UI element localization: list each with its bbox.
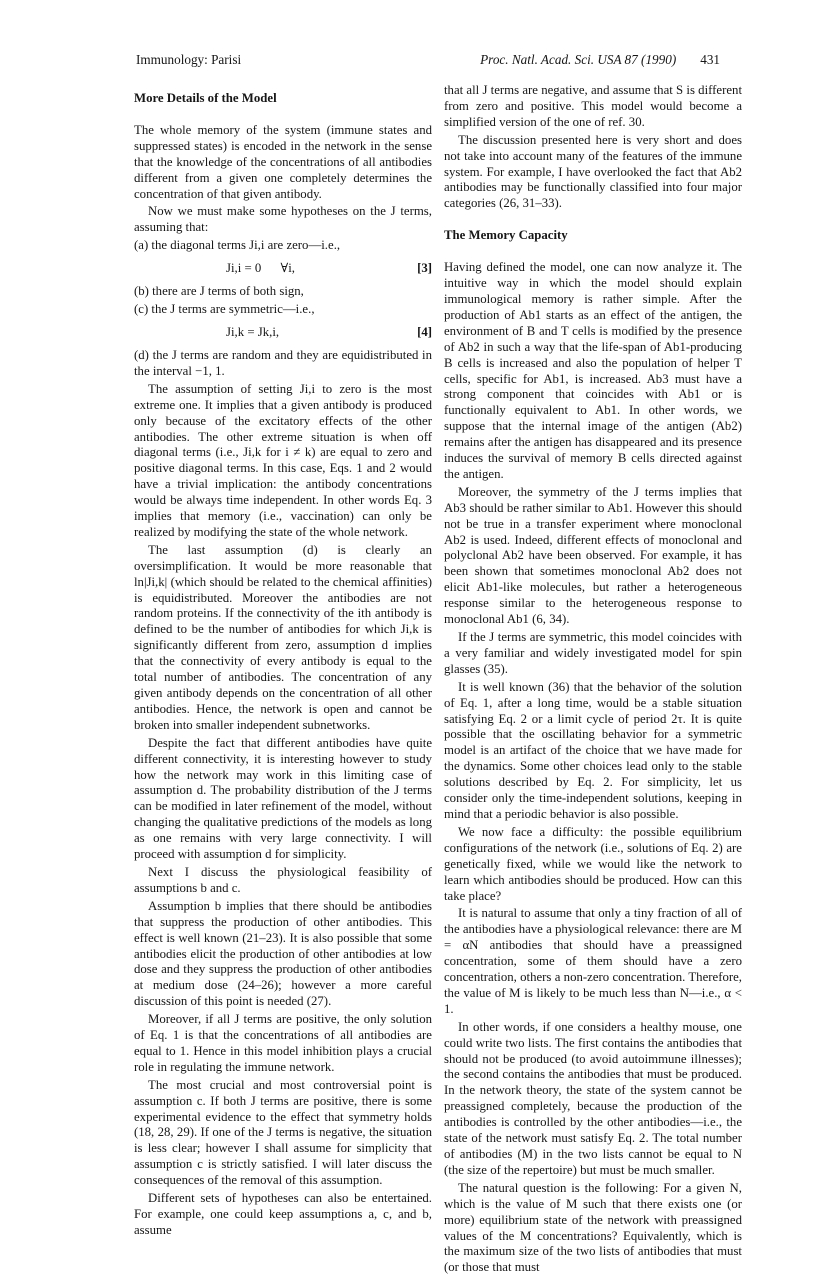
paragraph: The natural question is the following: For a given N, which is the value of M such that there exists one (or more) equilibrium state of the network with preassigned values of the M concentrations? Equivalently, which is the maximum size of the two lists of antibodies that must (or those that must <box>444 1180 742 1275</box>
left-column <box>134 83 432 1241</box>
paragraph: Moreover, if all J terms are positive, the only solution of Eq. 1 is that the concentrations of all antibodies are equal to 1. Hence in this model inhibition plays a crucial role in regulating the immune network. <box>134 1012 432 1074</box>
paragraph: The discussion presented here is very short and does not take into account many of the features of the immune system. For example, I have overlooked the fact that Ab2 antibodies may be functionally classified into four major categories (26, 31–33). <box>444 132 742 211</box>
paragraph: Assumption b implies that there should be antibodies that suppress the production of other antibodies. This effect is well known (21–23). It is also possible that some antibodies elicit the production of other antibodies at low dose and they suppress the production of other antibodies at medium dose (24–26); however a more careful discussion of this point is needed (27). <box>134 898 432 1009</box>
right-column <box>444 83 742 1278</box>
equation-4 <box>134 325 432 341</box>
paragraph: We now face a difficulty: the possible equilibrium configurations of the network (i.e., solutions of Eq. 2) are genetically fixed, while we would like the network to learn which antibodies should be produced. How can this take place? <box>444 824 742 903</box>
assumption-item-b: (b) there are J terms of both sign, <box>134 284 304 299</box>
equation-3-number: [3] <box>417 261 432 276</box>
paragraph: The assumption of setting Ji,i to zero is the most extreme one. It implies that a given antibody is produced only because of the excitatory effects of the other antibodies. The other extreme situation is when off diagonal terms (i.e., Ji,k for i ≠ k) are equal to zero and positive diagonal terms. In this case, Eqs. 1 and 2 would have a trivial implication: the antibody concentrations would be always time independent. In other words Eq. 3 implies that memory (i.e., vaccination) can only be realized by modifying the state of the whole network. <box>134 381 432 539</box>
equation-3-expression: Ji,i = 0 ∀i, <box>226 261 295 276</box>
paragraph: Moreover, the symmetry of the J terms implies that Ab3 should be rather similar to Ab1. However this should not be true in a transfer experiment where monoclonal Ab2 is used. Indeed, different effects of monoclonal and polyclonal Ab2 have been observed. For example, it has been shown that sometimes monoclonal Ab2 does not elicit Ab1-like molecules, but rather a heterogeneous response similar to the heterogeneous response to monoclonal Ab1 (6, 34). <box>444 484 742 627</box>
journal-citation: Proc. Natl. Acad. Sci. USA 87 (1990) <box>480 52 677 67</box>
paragraph: If the J terms are symmetric, this model coincides with a very familiar and widely investigated model for spin glasses (35). <box>444 630 742 676</box>
running-header-right <box>480 52 720 68</box>
paragraph: Next I discuss the physiological feasibility of assumptions b and c. <box>134 864 432 895</box>
paragraph: Now we must make some hypotheses on the J terms, assuming that: <box>134 204 432 235</box>
paragraph: Different sets of hypotheses can also be entertained. For example, one could keep assumptions a, c, and b, assume <box>134 1191 432 1237</box>
section-heading-memory-capacity: The Memory Capacity <box>444 228 568 243</box>
assumption-item-c: (c) the J terms are symmetric—i.e., <box>134 302 315 317</box>
paragraph: The most crucial and most controversial point is assumption c. If both J terms are positive, there is some experimental evidence to the effect that symmetry holds (18, 28, 29). If one of the J terms is negative, the situation is less clear; however I shall assume for simplicity that assumption c is strictly satisfied. I will later discuss the consequences of the removal of this assumption. <box>134 1077 432 1188</box>
paragraph: Having defined the model, one can now analyze it. The intuitive way in which the model should explain immunological memory is rather simple. After the production of Ab1 starts as an effect of the antigen, the environment of B and T cells is modified by the presence of Ab2 in such a way that the life-span of Ab1-producing B cells is increased and also the population of helper T cells, specific for Ab1, is increased. Ab3 must have a strong component that coincides with Ab1 or is functionally equivalent to Ab1. In other words, we suppose that the internal image of the antigen (Ab2) remains after the antigen has disappeared and its presence induces the survival of memory B cells directed against the antigen. <box>444 260 742 481</box>
paragraph: The whole memory of the system (immune states and suppressed states) is encoded in the network in the sense that the knowledge of the concentrations of all antibodies different from a given one completely determines the concentration of that given antibody. <box>134 122 432 201</box>
paragraph: Despite the fact that different antibodies have quite different connectivity, it is interesting however to study how the network may work in this limiting case of assumption d. The probability distribution of the J terms can be modified in later refinement of the model, without changing the qualitative predictions of the models as long as one remains with very large connectivity. I will proceed with assumption d for simplicity. <box>134 735 432 862</box>
equation-3 <box>134 261 432 277</box>
running-header-left: Immunology: Parisi <box>136 52 242 67</box>
paragraph: It is well known (36) that the behavior of the solution of Eq. 1, after a long time, would be a stable situation satisfying Eq. 2 or a limit cycle of period 2τ. It is quite possible that the oscillating behavior for a symmetric model is an artifact of the choice that we have made for the dynamics. Some other choices lead only to the stable solutions described by Eq. 2. For simplicity, let us consider only the time-independent solutions, keeping in mind that a periodic behavior is also possible. <box>444 679 742 821</box>
paragraph: The last assumption (d) is clearly an oversimplification. It would be more reasonable that ln|Ji,k| (which should be related to the chemical affinities) is equidistributed. Moreover the antibodies are not random proteins. If the connectivity of the ith antibody is defined to be the number of antibodies for which Ji,k is significantly different from zero, assumption d implies that the connectivity of every antibody is equal to the total number of antibodies. The concentration of any given antibody depends on the concentration of all other antibodies. Hence, the network is open and cannot be broken into smaller independent subnetworks. <box>134 542 432 732</box>
section-heading-model-details: More Details of the Model <box>134 91 277 105</box>
equation-4-number: [4] <box>417 325 432 340</box>
page-number: 431 <box>700 52 720 67</box>
assumption-item-d: (d) the J terms are random and they are equidistributed in the interval −1, 1. <box>134 347 432 378</box>
paragraph: In other words, if one considers a healthy mouse, one could write two lists. The first contains the antibodies that should not be produced (to avoid autoimmune illnesses); the second contains the antibodies that must be produced. In the network theory, the state of the system cannot be preassigned completely, because the production of the antibodies is controlled by the other antibodies—i.e., the state of the network must satisfy Eq. 2. The total number of antibodies (M) in the two lists cannot be equal to N (the size of the repertoire) but must be much smaller. <box>444 1019 742 1177</box>
equation-4-expression: Ji,k = Jk,i, <box>226 325 280 340</box>
paragraph: that all J terms are negative, and assume that S is different from zero and positive. This model would become a simplified version of the one of ref. 30. <box>444 83 742 129</box>
assumption-item-a: (a) the diagonal terms Ji,i are zero—i.e., <box>134 238 341 253</box>
paragraph: It is natural to assume that only a tiny fraction of all of the antibodies have a physiological relevance: there are M = αN antibodies that should have a preassigned concentration, some of them should have a zero concentration, others a non-zero concentration. Therefore, the value of M is likely to be much less than N—i.e., α < 1. <box>444 906 742 1016</box>
